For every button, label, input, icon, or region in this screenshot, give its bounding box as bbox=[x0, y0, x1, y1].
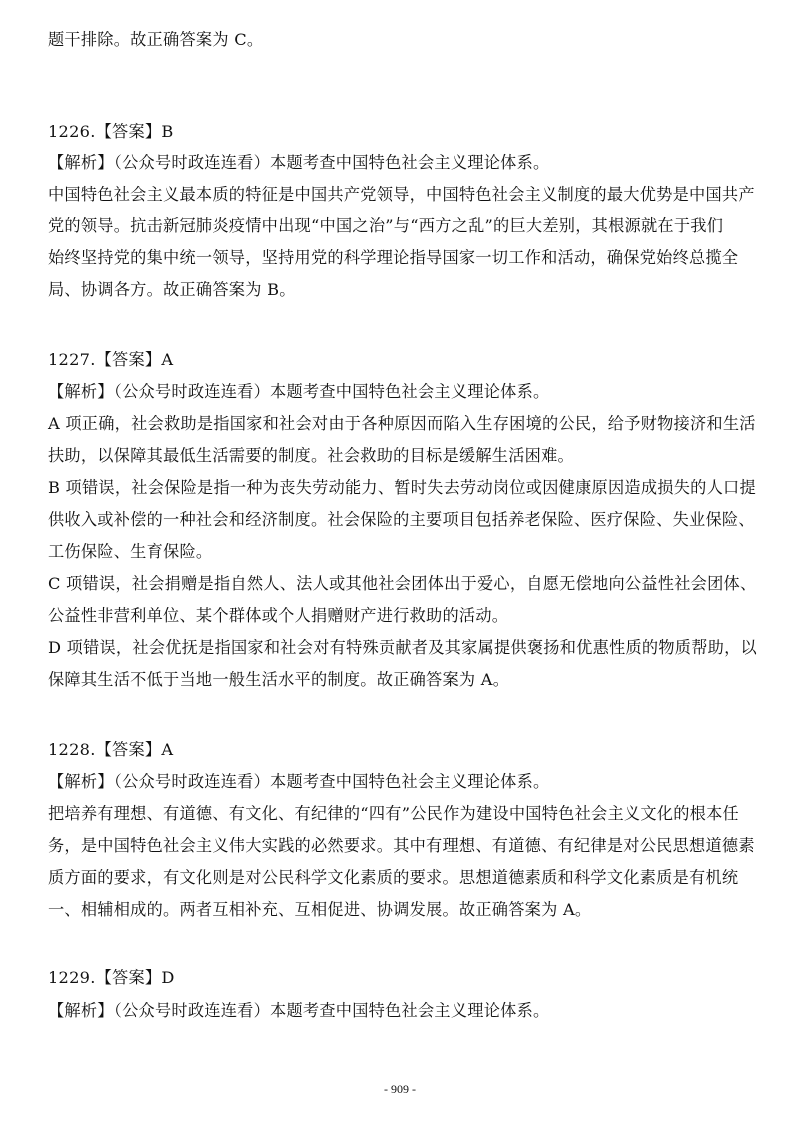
question-answer-heading: 1229.【答案】D bbox=[48, 968, 175, 987]
text-line: 务，是中国特色社会主义伟大实践的必然要求。其中有理想、有道德、有纪律是对公民思想道德素 bbox=[48, 836, 755, 855]
text-line: 扶助，以保障其最低生活需要的制度。社会救助的目标是缓解生活困难。 bbox=[48, 446, 574, 465]
text-line: 中国特色社会主义最本质的特征是中国共产党领导，中国特色社会主义制度的最大优势是中国共产 bbox=[48, 185, 755, 204]
text-line: 题干排除。故正确答案为 C。 bbox=[48, 30, 264, 49]
text-line: C 项错误，社会捐赠是指自然人、法人或其他社会团体出于爱心，自愿无偿地向公益性社会团体、 bbox=[48, 574, 757, 593]
text-line: 工伤保险、生育保险。 bbox=[48, 542, 213, 561]
analysis-heading: 【解析】（公众号时政连连看）本题考查中国特色社会主义理论体系。 bbox=[48, 772, 550, 791]
text-line: 党的领导。抗击新冠肺炎疫情中出现“中国之治”与“西方之乱”的巨大差别，其根源就在于我们 bbox=[48, 216, 724, 235]
page-number: - 909 - bbox=[384, 1082, 416, 1096]
question-answer-heading: 1227.【答案】A bbox=[48, 350, 174, 369]
text-line: 保障其生活不低于当地一般生活水平的制度。故正确答案为 A。 bbox=[48, 670, 510, 689]
text-line: B 项错误，社会保险是指一种为丧失劳动能力、暂时失去劳动岗位或因健康原因造成损失的人口提 bbox=[48, 478, 756, 497]
text-line: 把培养有理想、有道德、有文化、有纪律的“四有”公民作为建设中国特色社会主义文化的根本任 bbox=[48, 804, 739, 823]
analysis-heading: 【解析】（公众号时政连连看）本题考查中国特色社会主义理论体系。 bbox=[48, 382, 550, 401]
analysis-heading: 【解析】（公众号时政连连看）本题考查中国特色社会主义理论体系。 bbox=[48, 1001, 550, 1020]
text-line: D 项错误，社会优抚是指国家和社会对有特殊贡献者及其家属提供褒扬和优惠性质的物质帮助，以 bbox=[48, 638, 757, 657]
analysis-heading: 【解析】（公众号时政连连看）本题考查中国特色社会主义理论体系。 bbox=[48, 153, 550, 172]
text-line: 始终坚持党的集中统一领导，坚持用党的科学理论指导国家一切工作和活动，确保党始终总揽全 bbox=[48, 248, 739, 267]
text-line: 质方面的要求，有文化则是对公民科学文化素质的要求。思想道德素质和科学文化素质是有机统 bbox=[48, 868, 739, 887]
text-line: 供收入或补偿的一种社会和经济制度。社会保险的主要项目包括养老保险、医疗保险、失业保险、 bbox=[48, 510, 755, 529]
text-line: 公益性非营利单位、某个群体或个人捐赠财产进行救助的活动。 bbox=[48, 606, 509, 625]
question-answer-heading: 1228.【答案】A bbox=[48, 740, 174, 759]
text-line: 局、协调各方。故正确答案为 B。 bbox=[48, 280, 296, 299]
text-line: 一、相辅相成的。两者互相补充、互相促进、协调发展。故正确答案为 A。 bbox=[48, 900, 592, 919]
question-answer-heading: 1226.【答案】B bbox=[48, 122, 174, 141]
text-line: A 项正确，社会救助是指国家和社会对由于各种原因而陷入生存困境的公民，给予财物接济和生活 bbox=[48, 414, 756, 433]
